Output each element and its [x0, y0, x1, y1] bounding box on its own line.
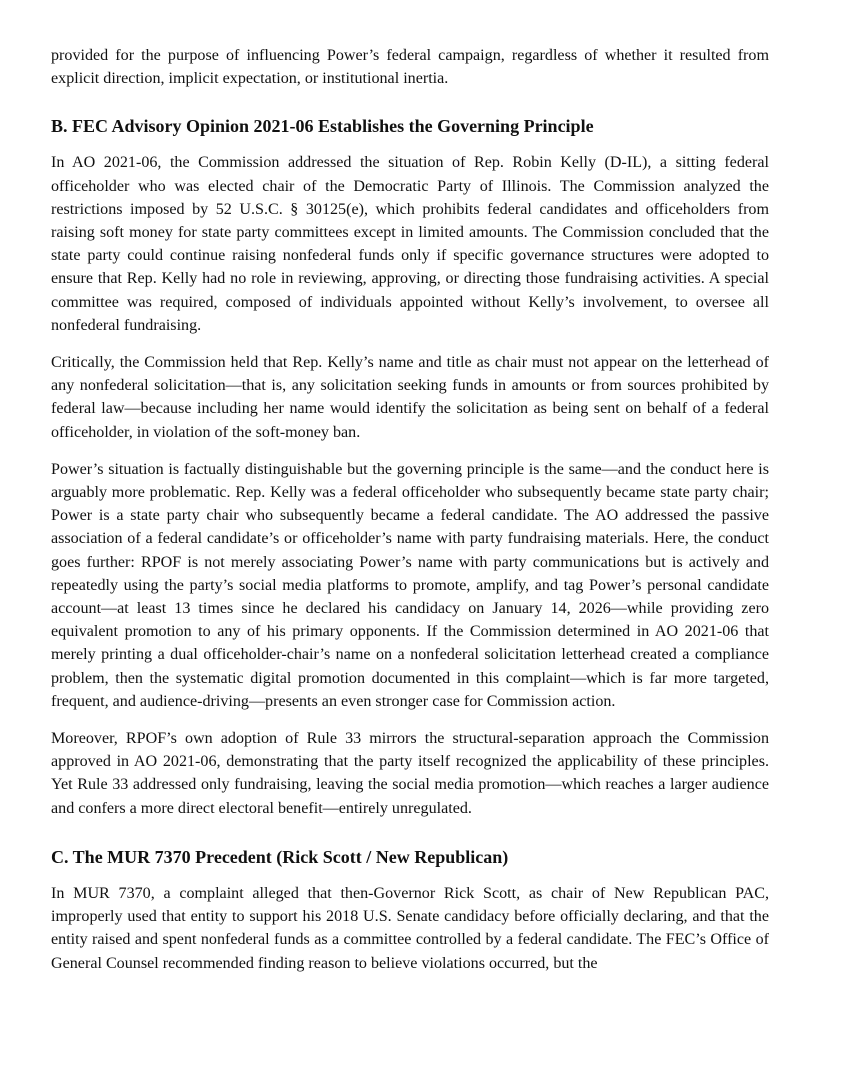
paragraph-ao-summary: In AO 2021-06, the Commission addressed the situation of Rep. Robin Kelly (D-IL), a sitting federal officeholder who was elected chair of the Democratic Party of Illinois. The Commission analyzed the restrictions imposed by 52 U.S.C. § 30125(e), which prohibits federal candidates and officeholders from raising soft money for state party committees except in limited amounts. The Commission concluded that the state party could continue raising nonfederal funds only if specific governance structures were adopted to ensure that Rep. Kelly had no role in reviewing, approving, or directing those fundraising activities. A special committee was required, composed of individuals appointed without Kelly’s involvement, to oversee all nonfederal fundraising. [51, 154, 769, 334]
paragraph-rule33: Moreover, RPOF’s own adoption of Rule 33 mirrors the structural-separation approach the Commission approved in AO 2021-06, demonstrating that the party itself recognized the applicability of these principles. Yet Rule 33 addressed only fundraising, leaving the social media promotion—which reaches a larger audience and confers a more direct electoral benefit—entirely unregulated. [51, 730, 769, 817]
paragraph-ao-letterhead: Critically, the Commission held that Rep. Kelly’s name and title as chair must not appear on the letterhead of any nonfederal solicitation—that is, any solicitation seeking funds in amounts or from sources prohibited by federal law—because including her name would identify the solicitation as being sent on behalf of a federal officeholder, in violation of the soft-money ban. [51, 354, 769, 441]
section-c-heading: C. The MUR 7370 Precedent (Rick Scott / New Republican) [51, 846, 509, 867]
paragraph-intro-tail: provided for the purpose of influencing Power’s federal campaign, regardless of whether it resulted from explicit direction, implicit expectation, or institutional inertia. [51, 47, 769, 88]
section-b-heading: B. FEC Advisory Opinion 2021-06 Establishes the Governing Principle [51, 116, 594, 137]
paragraph-mur-summary: In MUR 7370, a complaint alleged that then-Governor Rick Scott, as chair of New Republican PAC, improperly used that entity to support his 2018 U.S. Senate candidacy before officially declaring, and that the entity raised and spent nonfederal funds as a committee controlled by a federal candidate. The FEC’s Office of General Counsel recommended finding reason to believe violations occurred, but the [51, 884, 769, 972]
document-page [51, 44, 769, 975]
paragraph-power-distinguish: Power’s situation is factually distinguishable but the governing principle is the same—and the conduct here is arguably more problematic. Rep. Kelly was a federal officeholder who subsequently became state party chair; Power is a state party chair who subsequently became a federal candidate. The AO addressed the passive association of a federal candidate’s or officeholder’s name with party fundraising materials. Here, the conduct goes further: RPOF is not merely associating Power’s name with party communications but is actively and repeatedly using the party’s social media platforms to promote, amplify, and tag Power’s personal candidate account—at least 13 times since he declared his candidacy on January 14, 2026—while providing zero equivalent promotion to any of his primary opponents. If the Commission determined in AO 2021-06 that merely printing a dual officeholder-chair’s name on a nonfederal solicitation letterhead created a compliance problem, then the systematic digital promotion documented in this complaint—which is far more targeted, frequent, and audience-driving—presents an even stronger case for Commission action. [51, 460, 769, 710]
